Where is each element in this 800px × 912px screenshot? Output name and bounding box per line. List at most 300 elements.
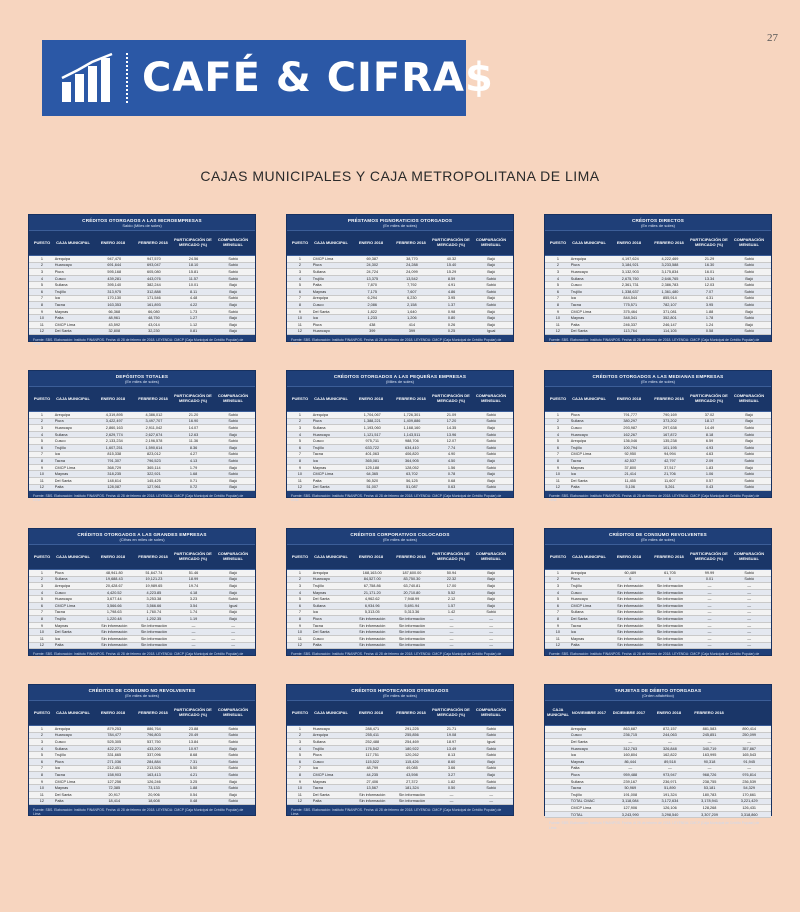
column-header: ENERO 2018	[358, 553, 384, 559]
table-row	[29, 412, 255, 419]
table-cell: 83,750.30	[403, 577, 421, 582]
table-cell: 12	[297, 643, 303, 648]
table-cell: Sin información	[617, 630, 644, 635]
table-cell: 4.90	[447, 452, 456, 457]
table-cell: 5,691.94	[404, 603, 420, 608]
table-cell: Subió	[486, 289, 497, 294]
table-cell: Cusco	[54, 439, 66, 444]
table-cell: 348,341	[623, 316, 638, 321]
table-cell: —	[707, 583, 712, 588]
table-cell: —	[707, 623, 712, 628]
table-cell: Ica	[570, 630, 576, 635]
table-cell: Paita	[54, 316, 64, 321]
table-cell: Sin información	[617, 623, 644, 628]
table-row	[287, 315, 513, 322]
table-cell: Igual	[487, 739, 496, 744]
table-cell: Bajó	[745, 465, 753, 470]
table-cell: Subió	[744, 425, 755, 430]
table-cell: 525,305	[107, 739, 122, 744]
table-cell: Trujillo	[570, 792, 582, 797]
table-cell: Tacna	[54, 772, 65, 777]
table-cell: 312,888	[147, 289, 161, 294]
table-cell: Arequipa	[570, 726, 586, 731]
table-body	[287, 256, 513, 335]
column-header: CAJA MUNICIPAL	[572, 395, 606, 401]
column-header: PUESTO	[33, 395, 51, 401]
table-cell: 9	[556, 309, 559, 314]
table-cell: 2	[298, 733, 301, 738]
table-cell: Sullana	[570, 610, 584, 615]
table-cell: 12	[39, 799, 45, 804]
table-cell: 246,337	[623, 322, 638, 327]
table-cell: Bajó	[487, 570, 495, 575]
table-cell: Trujillo	[312, 445, 324, 450]
table-cell: 128,268	[702, 805, 717, 810]
table-cell: 3.95	[705, 302, 714, 307]
table-header	[287, 386, 513, 412]
table-cell: 11	[555, 322, 560, 327]
table-cell: TOTAL	[570, 812, 583, 817]
table-cell: 438	[369, 322, 376, 327]
table-cell: 51,647.74	[145, 570, 163, 575]
table-cell: Piura	[570, 412, 580, 417]
table-cell: 24,724	[366, 269, 379, 274]
table-cell: 7,607	[407, 289, 417, 294]
column-header: PUESTO	[549, 395, 567, 401]
table-cell: 9	[298, 465, 301, 470]
table-cell: Huancayo	[570, 597, 588, 602]
table-cell: Maynas	[54, 309, 69, 314]
table-cell: —	[747, 766, 752, 771]
table-cell: Bajó	[229, 610, 237, 615]
table-footer: Fuente: SBS. Elaboración: Instituto FINANPOS. Fecha: Al 28 de febrero de 2018. LEYENDA: CMCP (Caja Municipal de Crédito Popular) de Lima	[291, 808, 502, 817]
table-cell: 380,297	[623, 419, 638, 424]
table-cell: Subió	[744, 269, 755, 274]
table-title: CRÉDITOS DE CONSUMO NO REVOLVENTES	[88, 688, 196, 693]
column-header: ENERO 2018	[656, 709, 682, 715]
table-cell: 975,711	[365, 439, 379, 444]
table-row	[29, 478, 255, 485]
table-cell: Cusco	[312, 302, 324, 307]
table-cell: 886,764	[147, 726, 161, 731]
table-cell: Sin información	[101, 643, 128, 648]
table-cell: 2	[40, 577, 43, 582]
table-cell: Cusco	[570, 283, 582, 288]
table-cell: Huancayo	[312, 432, 330, 437]
table-cell: 815,338	[107, 452, 122, 457]
column-header: PARTICIPACIÓN DE MERCADO (%)	[690, 393, 728, 403]
table-cell: 20,710.80	[403, 590, 421, 595]
table-cell: 1,361,480	[661, 289, 679, 294]
table-cell: 331,665	[107, 753, 122, 758]
table-cell: Bajó	[229, 792, 237, 797]
table-row	[287, 583, 513, 590]
table-cell: 8	[298, 772, 301, 777]
table-cell: Arequipa	[312, 412, 328, 417]
table-cell: 136,046	[623, 439, 638, 444]
table-cell: Subió	[486, 419, 497, 424]
column-header: DICIEMBRE 2017	[612, 709, 646, 715]
table-cell: 365,114	[147, 465, 161, 470]
table-title: CRÉDITOS OTORGADOS A LAS GRANDES EMPRESAS	[77, 532, 207, 537]
table-cell: 8	[40, 302, 43, 307]
table-cell: —	[231, 623, 236, 628]
table-cell: 399	[369, 329, 376, 334]
table-title: DEPÓSITOS TOTALES	[115, 374, 169, 379]
column-header: COMPARACIÓN MENSUAL	[217, 707, 249, 717]
column-header: PARTICIPACIÓN DE MERCADO (%)	[174, 707, 212, 717]
table-cell: 1	[298, 726, 301, 731]
table-row	[287, 610, 513, 617]
table-cell: 8.36	[189, 445, 198, 450]
table-cell: 4	[298, 746, 301, 751]
table-cell: 844,544	[623, 296, 638, 301]
table-cell: 19.08	[446, 733, 457, 738]
table-cell: Piura	[54, 419, 64, 424]
table-cell: 170,661	[742, 792, 757, 797]
table-row	[29, 458, 255, 465]
column-header: PARTICIPACIÓN DE MERCADO (%)	[432, 393, 470, 403]
table-row	[545, 570, 771, 577]
table-cell: Del Santa	[570, 329, 588, 334]
table-cell: 13.84	[188, 739, 199, 744]
table-cell: Bajó	[229, 432, 237, 437]
table-cell: 239,167	[623, 779, 638, 784]
table-cell: Subió	[486, 746, 497, 751]
table-row	[287, 438, 513, 445]
table-cell: 8	[298, 616, 301, 621]
table-cell: —	[707, 597, 712, 602]
table-cell: 5	[40, 753, 43, 758]
table-cell: 187,600.00	[402, 570, 422, 575]
column-header: COMPARACIÓN MENSUAL	[217, 237, 249, 247]
table-row	[287, 322, 513, 329]
table-cell: Bajó	[487, 296, 495, 301]
table-subtitle: (Cifras en miles de soles)	[119, 537, 165, 542]
table-cell: 4.27	[189, 452, 198, 457]
table-cell: 10	[39, 316, 45, 321]
table-cell: 0.68	[447, 478, 456, 483]
table-cell: 375,464	[623, 309, 638, 314]
table-cell: 17.00	[446, 583, 457, 588]
table-cell: Sin información	[617, 583, 644, 588]
table-cell: 91,945	[743, 759, 755, 764]
table-cell: 161,893	[147, 302, 161, 307]
table-cell: 373,202	[663, 419, 677, 424]
table-cell: Subió	[744, 485, 755, 490]
table-cell: 15.29	[446, 269, 457, 274]
table-row	[29, 438, 255, 445]
table-cell: 10.01	[188, 283, 199, 288]
table-cell: TOTAL CMAC	[570, 799, 595, 804]
table-cell: 6	[556, 445, 559, 450]
table-cell: Del Santa	[570, 616, 588, 621]
table-cell: 50,969	[624, 786, 637, 791]
table-cell: Sullana	[312, 603, 326, 608]
table-cell: —	[191, 643, 196, 648]
table-cell: 7	[298, 452, 301, 457]
table-cell: CMCP Lima	[570, 309, 592, 314]
table-cell: Sin información	[359, 636, 386, 641]
table-cell: 10	[297, 630, 303, 635]
table-cell: 126,106	[663, 805, 677, 810]
table-cell: 37.02	[704, 412, 715, 417]
table-cell: 19,688.43	[105, 577, 123, 582]
table-cell: 18.17	[704, 419, 715, 424]
table-cell: Paita	[54, 799, 64, 804]
table-cell: —	[747, 597, 752, 602]
table-cell: 18.97	[446, 739, 457, 744]
table-cell: 976,814	[742, 772, 757, 777]
table-subtitle: (En miles de soles)	[382, 537, 417, 542]
table-cell: 24,302	[366, 263, 379, 268]
table-cell: 22.32	[446, 577, 457, 582]
table-cell: Subió	[486, 610, 497, 615]
table-cell: 1,607,251	[105, 445, 123, 450]
table-cell: 63,702	[406, 472, 418, 477]
table-row	[287, 772, 513, 779]
table-cell: 1.57	[447, 603, 456, 608]
table-row	[545, 315, 771, 322]
table-cell: —	[489, 630, 494, 635]
table-cell: 14.49	[704, 425, 715, 430]
table-cell: Piura	[312, 616, 322, 621]
table-cell: Del Santa	[312, 485, 330, 490]
column-header: CAJA MUNICIPAL	[314, 553, 348, 559]
table-subtitle: (En miles de soles)	[382, 693, 417, 698]
table-cell: —	[191, 630, 196, 635]
table-cell: 238,755	[702, 779, 717, 784]
table-cell: 7	[40, 452, 43, 457]
table-cell: 2	[556, 419, 559, 424]
table-cell: 3	[40, 425, 43, 430]
column-header: COMPARACIÓN MENSUAL	[217, 551, 249, 561]
table-cell: 0.71	[189, 478, 198, 483]
table-row	[545, 610, 771, 617]
table-cell: Huancayo	[312, 726, 330, 731]
table-cell: Subió	[228, 472, 239, 477]
table-cell: 21.20	[188, 412, 199, 417]
table-cell: 12	[39, 643, 45, 648]
table-cell: Bajó	[487, 458, 495, 463]
table-cell: Sin información	[101, 636, 128, 641]
table-cell: 18,414	[108, 799, 121, 804]
table-row	[287, 596, 513, 603]
table-cell: 1.27	[189, 316, 198, 321]
column-header: PUESTO	[549, 553, 567, 559]
table-cell: 84,527.00	[363, 577, 381, 582]
table-cell: 5	[556, 439, 559, 444]
table-row	[29, 629, 255, 636]
table-cell: 13,542	[406, 276, 418, 281]
table-cell: 365,081	[365, 458, 380, 463]
table-cell: Bajó	[745, 439, 753, 444]
table-cell: 86,444	[624, 759, 637, 764]
table-cell: 433,200	[147, 746, 161, 751]
table-cell: 1.06	[705, 472, 714, 477]
table-cell: 244,063	[663, 733, 677, 738]
table-cell: 6	[556, 289, 559, 294]
table-cell: 855,914	[663, 296, 677, 301]
table-row	[545, 329, 771, 336]
table-cell: 2,133,234	[105, 439, 123, 444]
table-cell: Igual	[487, 329, 496, 334]
table-cell: 89,518	[664, 759, 676, 764]
table-cell: Bajó	[229, 329, 237, 334]
table-row	[545, 805, 771, 812]
table-cell: 60,489	[624, 570, 637, 575]
table-cell: Ica	[570, 296, 576, 301]
table-row	[545, 412, 771, 419]
table-cell: 181,324	[405, 786, 419, 791]
table-row	[545, 263, 771, 270]
table-cell: 823,012	[147, 452, 161, 457]
table-cell: 1	[40, 570, 43, 575]
table-cell: Sullana	[312, 425, 326, 430]
table-row	[29, 269, 255, 276]
table-cell: Bajó	[229, 283, 237, 288]
table-row	[287, 452, 513, 459]
table-cell: 7,948.99	[404, 597, 420, 602]
table-cell: 48,941.80	[105, 570, 123, 575]
table-title: CRÉDITOS DIRECTOS	[632, 218, 684, 223]
column-header: ENERO 2018	[358, 395, 384, 401]
table-cell: Bajó	[229, 445, 237, 450]
table-cell: 11	[39, 792, 44, 797]
table-row	[287, 329, 513, 336]
table-cell: 0.81	[189, 329, 198, 334]
table-cell: —	[707, 603, 712, 608]
table-cell: 51,087	[406, 485, 418, 490]
table-cell: Paita	[54, 643, 64, 648]
table-cell: 796,803	[147, 733, 161, 738]
table-cell: 4	[556, 590, 559, 595]
column-header: CAJA MUNICIPAL	[56, 239, 90, 245]
table-cell: 3	[298, 583, 301, 588]
table-cell: Trujillo	[570, 445, 582, 450]
table-cell: 42,797	[664, 458, 676, 463]
table-cell: Sin información	[101, 630, 128, 635]
table-cell: 605,080	[147, 269, 161, 274]
table-cell: 245,851	[702, 733, 717, 738]
table-cell: Bajó	[487, 772, 495, 777]
table-cell: 2,196,578	[145, 439, 163, 444]
table-cell: Subió	[486, 302, 497, 307]
table-row	[287, 577, 513, 584]
table-cell: Sin información	[617, 597, 644, 602]
table-row	[545, 623, 771, 630]
table-cell: 252,488	[365, 739, 380, 744]
table-cell: —	[449, 623, 454, 628]
table-cell: Sin información	[398, 643, 425, 648]
table-cell: 37,517	[664, 465, 676, 470]
table-cell: 11	[297, 636, 302, 641]
column-header: PARTICIPACIÓN DE MERCADO (%)	[690, 551, 728, 561]
table-cell: Sullana	[54, 577, 68, 582]
table-row	[29, 772, 255, 779]
table-cell: 1,590,614	[145, 445, 163, 450]
table-header	[29, 700, 255, 726]
column-header: COMPARACIÓN MENSUAL	[733, 393, 765, 403]
table-cell: 6,230	[407, 296, 417, 301]
table-cell: 422,271	[107, 746, 122, 751]
table-row	[545, 485, 771, 492]
table-cell: —	[707, 610, 712, 615]
table-row	[29, 263, 255, 270]
table-cell: Subió	[228, 296, 239, 301]
table-cell: Subió	[744, 458, 755, 463]
table-cell: 3	[298, 425, 301, 430]
table-cell: Sin información	[656, 583, 683, 588]
table-cell: Subió	[744, 577, 755, 582]
table-cell: Sin información	[656, 616, 683, 621]
table-cell: Paita	[312, 799, 322, 804]
table-cell: 5.52	[447, 590, 456, 595]
table-cell: Subió	[228, 766, 239, 771]
table-cell: 13.34	[704, 276, 715, 281]
table-cell: Bajó	[229, 465, 237, 470]
table-cell: 439,281	[107, 276, 122, 281]
table-cell: 43,014	[148, 322, 160, 327]
table-cell: Maynas	[570, 465, 585, 470]
table-cell: 94,994	[664, 452, 676, 457]
table-cell: 128,052	[405, 465, 419, 470]
table-cell: 4,420.52	[106, 590, 122, 595]
table-row	[545, 752, 771, 759]
column-header: NOVIEMBRE 2017	[571, 709, 607, 715]
table-row	[545, 276, 771, 283]
table-row	[287, 792, 513, 799]
table-row	[29, 329, 255, 336]
table-cell: 2	[40, 733, 43, 738]
table-cell: 9	[40, 465, 43, 470]
table-cell: Bajó	[229, 478, 237, 483]
table-cell: —	[747, 583, 752, 588]
table-row	[29, 471, 255, 478]
table-cell: Maynas	[312, 289, 327, 294]
table-cell: 15.40	[446, 263, 457, 268]
table-cell: 6	[556, 603, 559, 608]
table-cell: —	[747, 636, 752, 641]
table-cell: 135,238	[663, 439, 677, 444]
table-cell: CMCP Lima	[570, 452, 592, 457]
table-cell: 10	[39, 786, 45, 791]
table-cell: Subió	[744, 445, 755, 450]
table-cell: 537,750	[147, 739, 161, 744]
table-cell: 1.88	[705, 309, 714, 314]
table-cell: 176,542	[365, 746, 380, 751]
table-cell: 19,121.23	[145, 577, 163, 582]
table-cell: 382,244	[147, 283, 161, 288]
table-cell: 4	[298, 432, 301, 437]
table-cell: Sullana	[570, 419, 584, 424]
table-cell: Sin información	[656, 590, 683, 595]
table-cell: 11.57	[188, 276, 199, 281]
table-cell: 1.74	[189, 610, 198, 615]
table-cell: 44,235	[366, 772, 379, 777]
column-header: PARTICIPACIÓN DE MERCADO (%)	[432, 707, 470, 717]
table-row	[287, 733, 513, 740]
table-cell: 443,076	[147, 276, 161, 281]
table-cell: 158,903	[107, 772, 122, 777]
table-cell: Maynas	[570, 759, 585, 764]
table-cell: 254,469	[405, 739, 419, 744]
table-title: TARJETAS DE DÉBITO OTORGADAS	[614, 688, 702, 693]
table-row	[29, 302, 255, 309]
table-header	[545, 700, 771, 726]
table-cell: 21.09	[446, 412, 457, 417]
table-cell: 12.07	[446, 439, 457, 444]
